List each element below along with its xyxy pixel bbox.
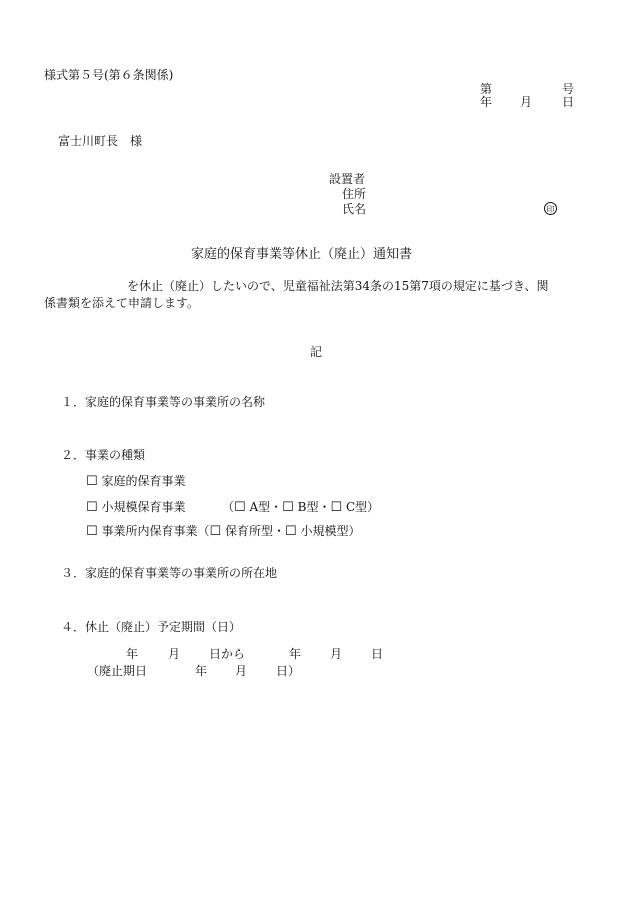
seal-icon: 印	[544, 202, 557, 215]
doc-number-prefix: 第	[480, 82, 493, 96]
option-label: 家庭的保育事業	[101, 474, 186, 488]
body-line-1: を休止（廃止）したいので、児童福祉法第34条の15第7項の規定に基づき、関	[127, 279, 549, 293]
body-line-2: 係書類を添えて申請します。	[44, 296, 200, 310]
period-from-month: 月	[168, 647, 181, 661]
document-title: 家庭的保育事業等休止（廃止）通知書	[191, 247, 413, 262]
period-from-day: 日から	[209, 647, 246, 661]
item-3: ３．家庭的保育事業等の事業所の所在地	[61, 566, 278, 580]
subtype-b: B型・	[297, 500, 331, 514]
abolish-month: 月	[235, 664, 248, 678]
period-to-year: 年	[289, 647, 302, 661]
period-to-day: 日	[371, 647, 384, 661]
item-2-option-2	[86, 500, 186, 515]
item-2-option-3	[86, 524, 361, 539]
abolish-date-label: （廃止期日	[87, 664, 148, 678]
applicant-address-label: 住所	[342, 187, 367, 201]
doc-number-suffix: 号	[562, 82, 575, 96]
subtype-small: 小規模型）	[300, 524, 361, 538]
abolish-year: 年	[195, 664, 208, 678]
date-month: 月	[520, 95, 533, 109]
date-year: 年	[480, 95, 493, 109]
option-label: 事業所内保育事業（	[101, 524, 210, 538]
subtype-a: A型・	[249, 500, 283, 514]
checkbox-icon[interactable]: ☐	[285, 524, 297, 539]
addressee: 富士川町長 様	[58, 134, 143, 148]
paren-open: （	[222, 500, 235, 514]
item-2-option-1	[86, 474, 186, 489]
form-label: 様式第５号(第６条関係)	[44, 68, 174, 82]
ki-heading: 記	[310, 345, 323, 359]
applicant-name-label: 氏名	[342, 202, 367, 216]
period-from-year: 年	[126, 647, 139, 661]
date-day: 日	[562, 95, 575, 109]
item-1: １．家庭的保育事業等の事業所の名称	[61, 395, 266, 409]
checkbox-icon[interactable]: ☐	[330, 500, 343, 515]
item-2-option-2-subtypes	[222, 500, 379, 515]
checkbox-icon[interactable]: ☐	[209, 524, 222, 539]
checkbox-icon[interactable]: ☐	[282, 500, 294, 515]
item-4: ４．休止（廃止）予定期間（日）	[61, 620, 242, 634]
subtype-nursery: 保育所型・	[224, 524, 285, 538]
item-2: ２．事業の種類	[61, 448, 146, 462]
abolish-day: 日）	[276, 664, 301, 678]
checkbox-icon[interactable]: ☐	[234, 500, 246, 515]
checkbox-icon[interactable]: ☐	[86, 500, 98, 515]
checkbox-icon[interactable]: ☐	[86, 524, 98, 539]
applicant-title: 設置者	[329, 172, 366, 186]
option-label: 小規模保育事業	[101, 500, 186, 514]
period-to-month: 月	[330, 647, 343, 661]
subtype-c: C型）	[345, 500, 380, 514]
checkbox-icon[interactable]: ☐	[86, 474, 98, 489]
